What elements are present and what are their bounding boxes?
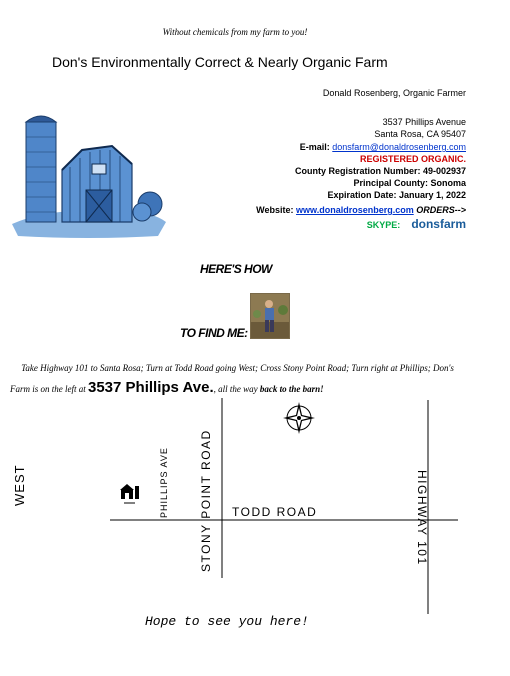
farmer-name: Donald Rosenberg, Organic Farmer xyxy=(322,88,466,98)
orders-label: ORDERS--> xyxy=(416,205,466,215)
city-address: Santa Rosa, CA 95407 xyxy=(374,129,466,139)
registered-badge: REGISTERED ORGANIC. xyxy=(359,154,466,164)
directions-part1: Take Highway 101 to Santa Rosa; Turn at Todd Road going West; Cross Stony Point Road; Turn right at Phillips; Don's Farm is on the left at xyxy=(10,363,454,394)
principal-county: Principal County: Sonoma xyxy=(353,178,466,188)
expiration-date: Expiration Date: January 1, 2022 xyxy=(327,190,466,200)
directions-part3: back to the barn! xyxy=(259,384,324,394)
street-address: 3537 Phillips Avenue xyxy=(382,117,466,127)
skype-name[interactable]: donsfarm xyxy=(411,217,466,231)
to-find-me-heading: TO FIND ME: xyxy=(180,326,248,340)
email-link[interactable]: donsfarm@donaldrosenberg.com xyxy=(332,142,466,152)
barn-icon xyxy=(120,484,139,503)
closing-message: Hope to see you here! xyxy=(145,614,309,629)
website-link[interactable]: www.donaldrosenberg.com xyxy=(296,205,414,215)
highway-101-label: HIGHWAY 101 xyxy=(415,470,429,566)
todd-road-label: TODD ROAD xyxy=(232,505,318,519)
directions-address: 3537 Phillips Ave. xyxy=(88,379,214,396)
website-label: Website: xyxy=(256,205,294,215)
directions-part2: , all the way xyxy=(213,384,260,394)
phillips-ave-label: PHILLIPS AVE xyxy=(159,447,169,518)
stony-point-road-label: STONY POINT ROAD xyxy=(199,429,213,572)
heres-how-heading: HERE'S HOW xyxy=(200,262,272,276)
email-label: E-mail: xyxy=(299,142,330,152)
farm-title: Don's Environmentally Correct & Nearly Organic Farm xyxy=(52,54,388,70)
county-registration: County Registration Number: 49-002937 xyxy=(294,166,466,176)
skype-label: SKYPE: xyxy=(366,220,401,230)
compass-rose-icon xyxy=(283,402,315,434)
west-label: WEST xyxy=(12,464,27,506)
tagline: Without chemicals from my farm to you! xyxy=(162,27,308,37)
